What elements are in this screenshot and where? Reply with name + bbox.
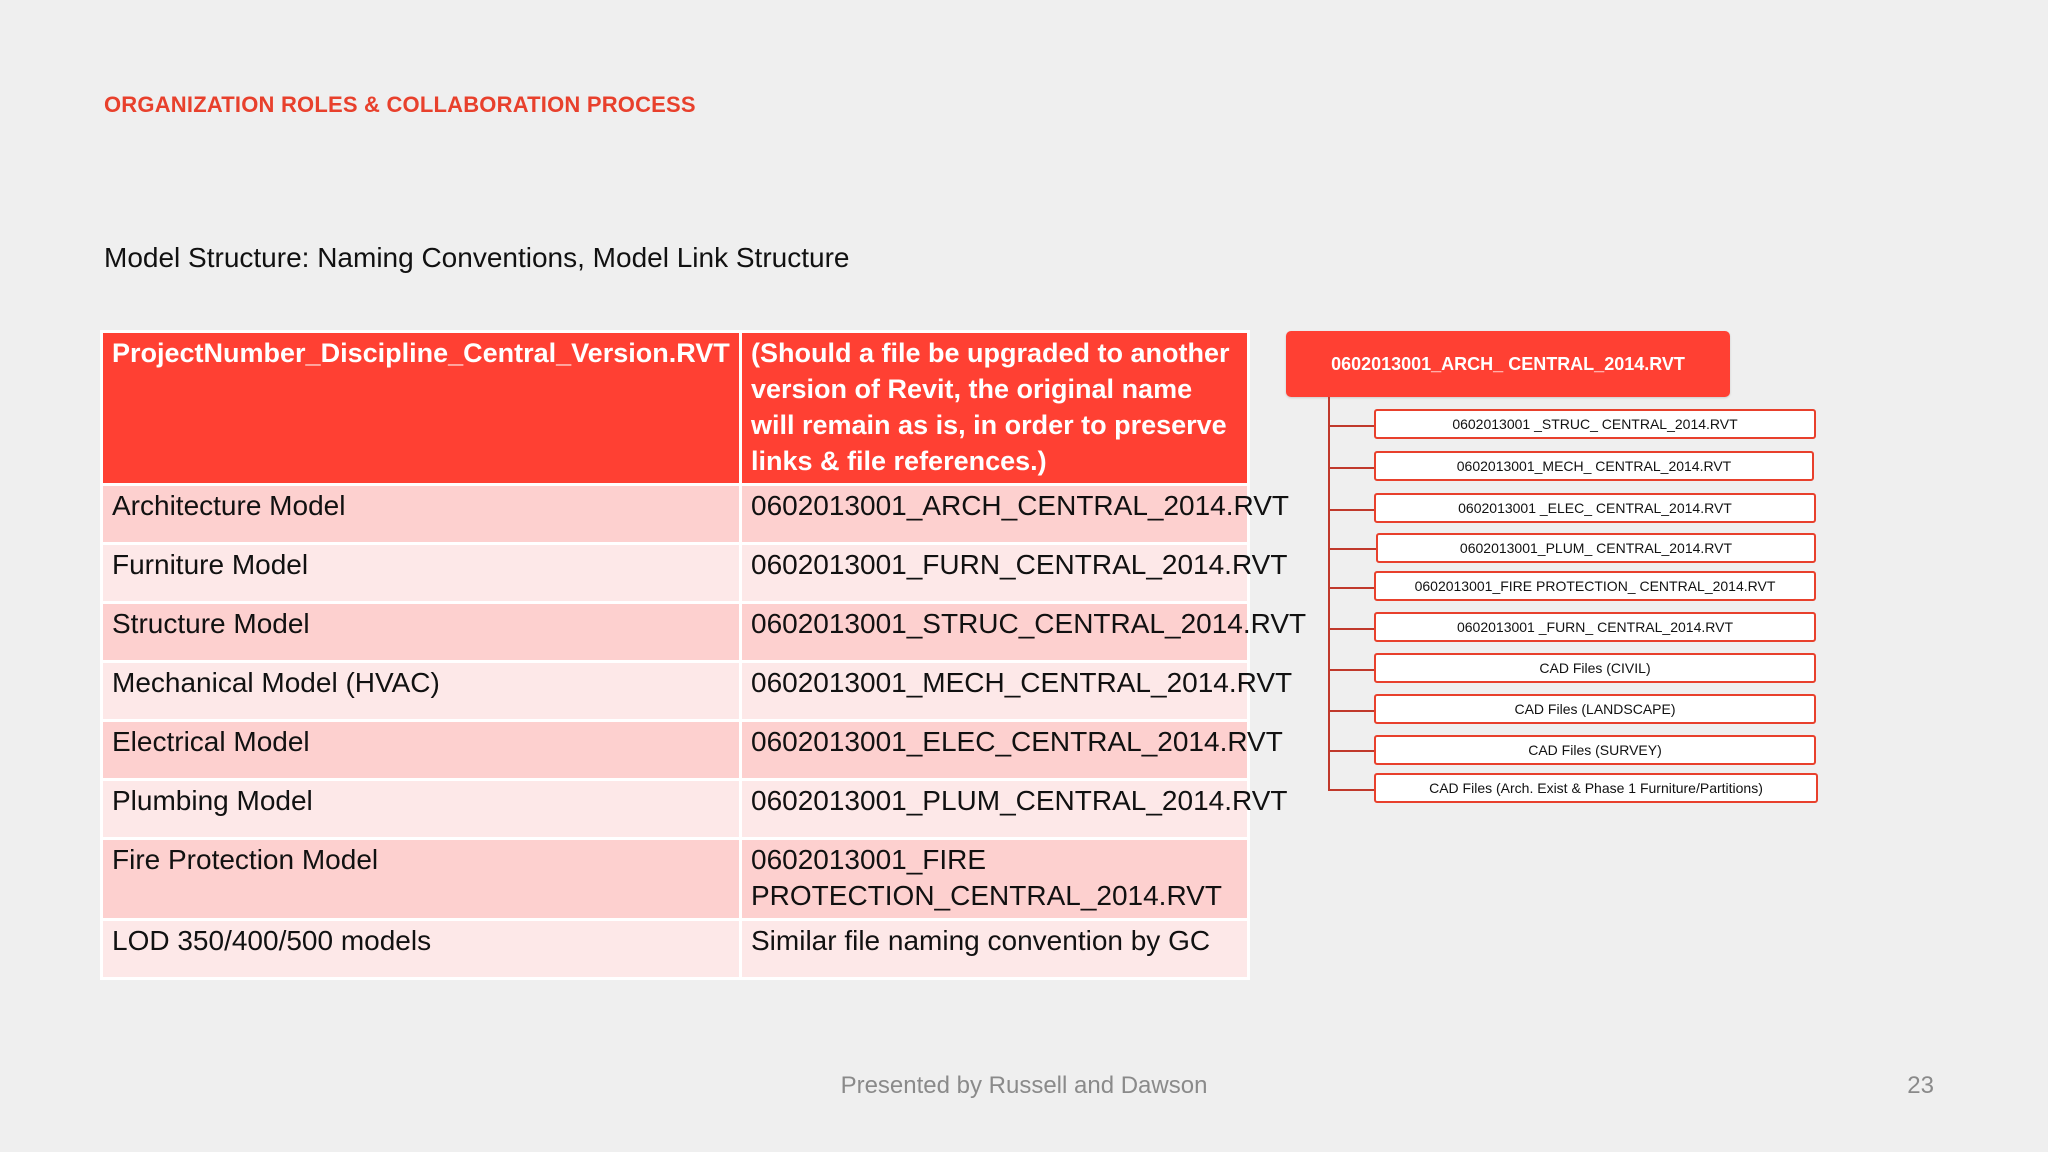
diagram-branch-line [1328,548,1376,550]
file-name-cell: 0602013001_MECH_CENTRAL_2014.RVT [741,662,1249,721]
model-name-cell: Structure Model [102,603,741,662]
naming-convention-table [100,330,1307,980]
diagram-child-node: CAD Files (LANDSCAPE) [1374,694,1816,724]
diagram-branch-line [1328,710,1374,712]
table-row [102,603,1249,662]
table-row [102,662,1249,721]
page-number: 23 [1907,1072,1934,1099]
file-name-cell: 0602013001_FIRE PROTECTION_CENTRAL_2014.RVT [741,839,1249,920]
file-name-cell: 0602013001_ELEC_CENTRAL_2014.RVT [741,721,1249,780]
model-name-cell: Architecture Model [102,485,741,544]
file-name-cell: Similar file naming convention by GC [741,920,1249,979]
diagram-root-node: 0602013001_ARCH_ CENTRAL_2014.RVT [1286,331,1730,397]
diagram-trunk-line [1328,397,1330,791]
table-header-cell-note: (Should a file be upgraded to another version of Revit, the original name will remain as is, in order to preserve links & file references.) [741,332,1249,485]
model-name-cell: Mechanical Model (HVAC) [102,662,741,721]
diagram-child-node: 0602013001_PLUM_ CENTRAL_2014.RVT [1376,533,1816,563]
diagram-child-node: CAD Files (CIVIL) [1374,653,1816,683]
table-row [102,920,1249,979]
table-row [102,721,1249,780]
table-row [102,485,1249,544]
table-header-row [102,332,1249,485]
model-name-cell: Furniture Model [102,544,741,603]
diagram-branch-line [1328,425,1374,427]
table-row [102,839,1249,920]
diagram-branch-line [1328,789,1374,791]
table-row [102,780,1249,839]
model-name-cell: Plumbing Model [102,780,741,839]
diagram-child-node: 0602013001_MECH_ CENTRAL_2014.RVT [1374,451,1814,481]
file-name-cell: 0602013001_STRUC_CENTRAL_2014.RVT [741,603,1249,662]
diagram-child-node: 0602013001_FIRE PROTECTION_ CENTRAL_2014.RVT [1374,571,1816,601]
footer-presenter: Presented by Russell and Dawson [840,1072,1208,1099]
diagram-branch-line [1328,669,1374,671]
model-name-cell: LOD 350/400/500 models [102,920,741,979]
section-title: ORGANIZATION ROLES & COLLABORATION PROCESS [104,92,696,117]
page-subtitle: Model Structure: Naming Conventions, Model Link Structure [104,242,850,273]
diagram-branch-line [1328,587,1374,589]
diagram-child-node: CAD Files (SURVEY) [1374,735,1816,765]
diagram-branch-line [1328,467,1374,469]
model-name-cell: Electrical Model [102,721,741,780]
table-row [102,544,1249,603]
diagram-child-node: CAD Files (Arch. Exist & Phase 1 Furniture/Partitions) [1374,773,1818,803]
diagram-branch-line [1328,750,1374,752]
diagram-child-node: 0602013001 _FURN_ CENTRAL_2014.RVT [1374,612,1816,642]
diagram-child-node: 0602013001 _STRUC_ CENTRAL_2014.RVT [1374,409,1816,439]
file-name-cell: 0602013001_FURN_CENTRAL_2014.RVT [741,544,1249,603]
file-name-cell: 0602013001_PLUM_CENTRAL_2014.RVT [741,780,1249,839]
file-name-cell: 0602013001_ARCH_CENTRAL_2014.RVT [741,485,1249,544]
table-header-cell-convention: ProjectNumber_Discipline_Central_Version.RVT [102,332,741,485]
diagram-branch-line [1328,509,1374,511]
diagram-child-node: 0602013001 _ELEC_ CENTRAL_2014.RVT [1374,493,1816,523]
diagram-branch-line [1328,628,1374,630]
model-name-cell: Fire Protection Model [102,839,741,920]
